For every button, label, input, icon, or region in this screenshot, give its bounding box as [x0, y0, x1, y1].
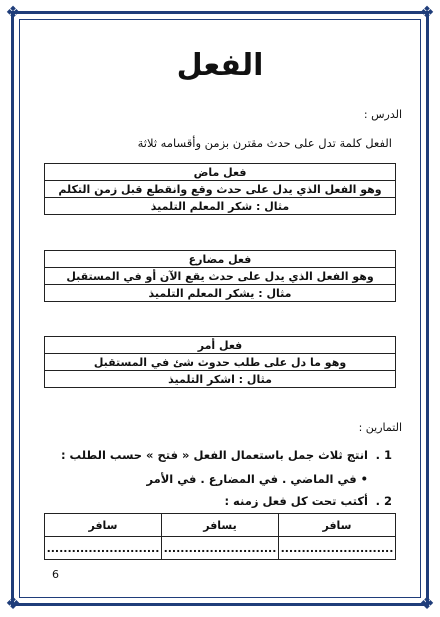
corner-ornament-icon: ❖	[5, 594, 21, 614]
verb-cell: سافر	[279, 514, 396, 537]
exercise-2-text: أكتب تحت كل فعل زمنه :	[224, 494, 368, 508]
section-name: فعل ماض	[45, 164, 396, 181]
exercise-1-text: انتج ثلاث جمل باستعمال الفعل « فتح » حسب الطلب :	[60, 448, 368, 462]
exercise-1-number: 1 .	[375, 448, 392, 462]
answer-blank[interactable]: ...........................	[162, 537, 279, 560]
imperative-verb-table	[44, 336, 396, 388]
section-name: فعل مضارع	[45, 251, 396, 268]
exercises-label: التمارين :	[358, 421, 402, 434]
corner-ornament-icon: ❖	[419, 3, 435, 23]
answer-blank[interactable]: ...........................	[279, 537, 396, 560]
page-number: 6	[52, 568, 59, 581]
section-example: مثال : شكر المعلم التلميذ	[45, 198, 396, 215]
section-example: مثال : اشكر التلميذ	[45, 371, 396, 388]
section-description: وهو ما دل على طلب حدوث شئ في المستقبل	[45, 354, 396, 371]
page-title: الفعل	[176, 48, 264, 83]
present-verb-table	[44, 250, 396, 302]
worksheet-page	[30, 28, 410, 588]
verb-cell: يسافر	[162, 514, 279, 537]
exercise-2-number: 2 .	[375, 494, 392, 508]
corner-ornament-icon: ❖	[419, 594, 435, 614]
lesson-label: الدرس :	[363, 108, 402, 121]
exercise-1-bullet-text: في الماضي . في المضارع . في الأمر	[146, 472, 357, 486]
section-name: فعل أمر	[45, 337, 396, 354]
section-description: وهو الفعل الذي يدل على حدث يقع الآن أو في المستقبل	[45, 268, 396, 285]
section-example: مثال : يشكر المعلم التلميذ	[45, 285, 396, 302]
bullet-icon: •	[360, 472, 368, 486]
verb-tense-table	[44, 513, 396, 560]
corner-ornament-icon: ❖	[5, 3, 21, 23]
verb-cell: سافر	[45, 514, 162, 537]
definition-text: الفعل كلمة تدل على حدث مقترن بزمن وأقسامه ثلاثة	[137, 136, 392, 150]
exercise-1-bullet	[146, 472, 368, 486]
past-verb-table	[44, 163, 396, 215]
section-description: وهو الفعل الذي يدل على حدث وقع وانقطع قبل زمن التكلم	[45, 181, 396, 198]
answer-blank[interactable]: ...........................	[45, 537, 162, 560]
